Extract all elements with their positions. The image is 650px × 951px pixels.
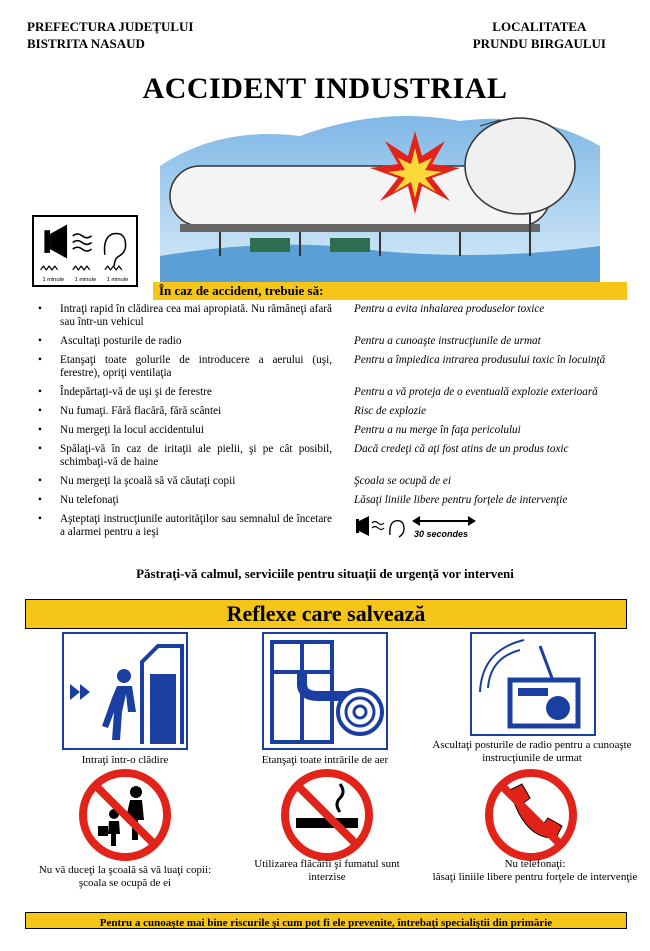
instruction-row bbox=[38, 303, 628, 329]
pictogram-caption-6-line1: Nu telefonaţi: bbox=[504, 858, 566, 870]
bullet: • bbox=[38, 354, 42, 366]
instruction-reason: Pentru a vă proteja de o eventuală explozie exterioară bbox=[354, 386, 598, 398]
seal-window-icon bbox=[262, 632, 388, 750]
alarm-label-2: 1 minute bbox=[74, 277, 97, 284]
locality-line1: LOCALITATEA bbox=[492, 19, 587, 34]
bullet: • bbox=[38, 303, 42, 315]
instruction-reason: Lăsaţi liniile libere pentru forţele de intervenţie bbox=[354, 494, 568, 506]
pictogram-caption-1: Intraţi într-o clădire bbox=[81, 754, 169, 766]
pictogram-caption-2: Etanşaţi toate intrările de aer bbox=[261, 754, 389, 766]
instruction-reason: Pentru a evita inhalarea produselor toxice bbox=[354, 303, 545, 315]
locality-line2: PRUNDU BIRGAULUI bbox=[472, 36, 606, 51]
footer-text: Pentru a cunoaşte mai bine riscurile şi cum pot fi ele prevenite, întrebaţi specialiştii din primărie bbox=[99, 917, 553, 929]
bullet: • bbox=[38, 513, 42, 525]
pictogram-caption-3: Ascultaţi posturile de radio pentru a cunoaşte instrucţiunile de urmat bbox=[432, 739, 632, 764]
instruction-action: Nu telefonaţi bbox=[60, 494, 119, 506]
no-phone-icon bbox=[484, 768, 578, 862]
instruction-action: Intraţi rapid în clădirea cea mai apropiată. Nu rămâneţi afară sau într-un vehicul bbox=[60, 303, 332, 328]
alarm-signal-icon bbox=[32, 215, 138, 287]
instruction-row bbox=[38, 494, 628, 507]
footer-bar bbox=[25, 912, 627, 929]
instruction-reason: Pentru a împiedica intrarea produsului toxic în locuinţă bbox=[354, 354, 606, 366]
instruction-row bbox=[38, 513, 628, 545]
end-of-alarm-icon bbox=[354, 513, 484, 541]
page-title: ACCIDENT INDUSTRIAL bbox=[142, 72, 508, 105]
instruction-action: Nu mergeţi la şcoală să vă căutaţi copii bbox=[60, 475, 236, 487]
end-signal-label: 30 secondes bbox=[414, 529, 469, 539]
bullet: • bbox=[38, 494, 42, 506]
prefecture-header bbox=[27, 18, 194, 52]
pictogram-caption-6 bbox=[430, 858, 640, 884]
radio-icon bbox=[470, 632, 596, 736]
bullet: • bbox=[38, 443, 42, 455]
bullet: • bbox=[38, 475, 42, 487]
instruction-action: Etanşaţi toate golurile de introducere a aerului (uşi, ferestre), opriţi ventilaţia bbox=[60, 354, 332, 379]
instructions-list bbox=[38, 303, 628, 551]
instruction-action: Nu fumaţi. Fără flacără, fără scântei bbox=[60, 405, 222, 417]
instruction-row bbox=[38, 424, 628, 437]
instruction-reason: Şcoala se ocupă de ei bbox=[354, 475, 451, 487]
alarm-label-1: 1 minute bbox=[42, 277, 65, 284]
instruction-row bbox=[38, 475, 628, 488]
pictogram-caption-5: Utilizarea flăcării şi fumatul sunt interzise bbox=[254, 858, 400, 883]
instruction-reason: Risc de explozie bbox=[354, 405, 427, 417]
bullet: • bbox=[38, 424, 42, 436]
section-heading-bar bbox=[153, 282, 627, 300]
instruction-row bbox=[38, 386, 628, 399]
instruction-row bbox=[38, 335, 628, 348]
enter-building-icon bbox=[62, 632, 188, 750]
prefecture-line2: BISTRITA NASAUD bbox=[27, 36, 145, 51]
instruction-action: Nu mergeţi la locul accidentului bbox=[60, 424, 204, 436]
pictogram-caption-4: Nu vă duceţi la şcoală să vă luaţi copii: şcoala se ocupă de ei bbox=[38, 864, 212, 889]
bullet: • bbox=[38, 386, 42, 398]
instruction-reason: Pentru a nu merge în faţa pericolului bbox=[354, 424, 521, 436]
industrial-explosion-illustration bbox=[160, 106, 600, 282]
instruction-row bbox=[38, 354, 628, 380]
instruction-reason bbox=[354, 513, 628, 545]
instruction-reason: Pentru a cunoaşte instrucţiunile de urmat bbox=[354, 335, 541, 347]
bullet: • bbox=[38, 405, 42, 417]
instruction-action: Aşteptaţi instrucţiunile autorităţilor sau semnalul de încetare a alarmei pentru a ieşi bbox=[60, 513, 332, 538]
reflex-title: Reflexe care salvează bbox=[226, 601, 426, 626]
no-smoking-icon bbox=[280, 768, 374, 862]
prefecture-line1: PREFECTURA JUDEŢULUI bbox=[27, 19, 194, 34]
instruction-action: Îndepărtaţi-vă de uşi şi de ferestre bbox=[60, 386, 212, 398]
ear-icon bbox=[105, 234, 126, 267]
instruction-row bbox=[38, 405, 628, 418]
alarm-label-3: 1 minute bbox=[106, 277, 129, 284]
reflex-title-bar bbox=[25, 599, 627, 629]
instruction-reason: Dacă credeţi că aţi fost atins de un produs toxic bbox=[354, 443, 569, 455]
pictogram-caption-6-line2: lăsaţi liniile libere pentru forţele de intervenţie bbox=[432, 871, 638, 883]
locality-header bbox=[473, 18, 606, 52]
section-heading: În caz de accident, trebuie să: bbox=[159, 283, 324, 298]
instruction-action: Spălaţi-vă în caz de iritaţii ale pielii, şi pe cât posibil, schimbaţi-vă de haine bbox=[60, 443, 332, 468]
siren-icon bbox=[44, 225, 67, 259]
bullet: • bbox=[38, 335, 42, 347]
instruction-row bbox=[38, 443, 628, 469]
instruction-action: Ascultaţi posturile de radio bbox=[60, 335, 182, 347]
no-school-pickup-icon bbox=[78, 768, 172, 862]
calm-message: Păstraţi-vă calmul, serviciile pentru situaţii de urgenţă vor interveni bbox=[136, 566, 514, 581]
